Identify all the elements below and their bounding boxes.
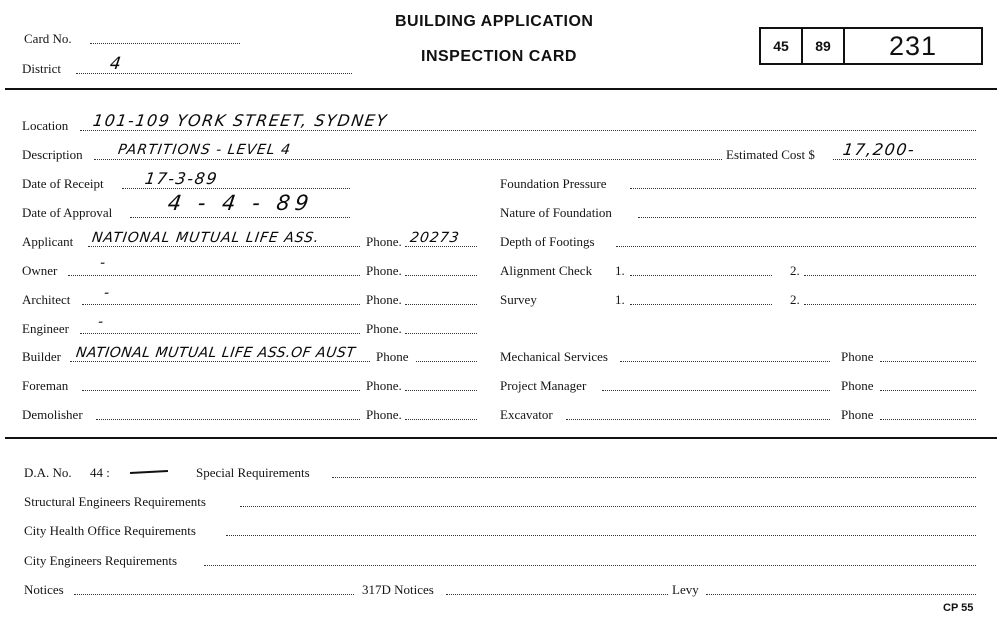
form-code: CP 55 xyxy=(943,602,974,614)
engineer-line xyxy=(80,333,360,334)
owner-label: Owner xyxy=(22,263,58,278)
architect-value: - xyxy=(102,285,112,301)
excavator-label: Excavator xyxy=(500,407,553,422)
excavator-phone-label: Phone xyxy=(841,407,874,422)
district-value: 4 xyxy=(108,54,124,74)
builder-phone-line xyxy=(416,361,477,362)
applicant-label: Applicant xyxy=(22,234,74,249)
foreman-label: Foreman xyxy=(22,378,69,393)
location-value: 101-109 YORK STREET, SYDNEY xyxy=(91,111,390,130)
date-of-approval-label: Date of Approval xyxy=(22,205,113,220)
alignment-check-opt1: 1. xyxy=(615,263,625,278)
engineer-value: - xyxy=(96,314,106,330)
demolisher-phone-line xyxy=(405,419,477,420)
estimated-cost-label: Estimated Cost $ xyxy=(726,147,815,162)
survey-opt1: 1. xyxy=(615,292,625,307)
architect-phone-label: Phone. xyxy=(366,292,402,307)
title-line-1: BUILDING APPLICATION xyxy=(395,13,594,30)
survey-line-1 xyxy=(630,304,772,305)
owner-phone-label: Phone. xyxy=(366,263,402,278)
excavator-line xyxy=(566,419,830,420)
top-divider xyxy=(5,88,997,90)
foundation-pressure-line xyxy=(630,188,976,189)
depth-of-footings-line xyxy=(616,246,976,247)
da-no-label: D.A. No. xyxy=(24,465,72,480)
nature-of-foundation-line xyxy=(638,217,976,218)
date-of-receipt-label: Date of Receipt xyxy=(22,176,104,191)
notices-317d-label: 317D Notices xyxy=(362,582,434,597)
middle-divider xyxy=(5,437,997,439)
project-manager-phone-label: Phone xyxy=(841,378,874,393)
city-health-requirements-line xyxy=(226,535,976,536)
special-requirements-line xyxy=(332,477,976,478)
levy-line xyxy=(706,594,976,595)
builder-phone-label: Phone xyxy=(376,349,409,364)
location-label: Location xyxy=(22,118,69,133)
mechanical-services-line xyxy=(620,361,830,362)
architect-phone-line xyxy=(405,304,477,305)
architect-label: Architect xyxy=(22,292,71,307)
date-of-receipt-value: 17-3-89 xyxy=(143,169,220,188)
excavator-phone-line xyxy=(880,419,976,420)
demolisher-line xyxy=(96,419,360,420)
nature-of-foundation-label: Nature of Foundation xyxy=(500,205,612,220)
card-no-line xyxy=(90,43,240,44)
card-no-label: Card No. xyxy=(24,31,72,46)
owner-phone-line xyxy=(405,275,477,276)
project-manager-line xyxy=(602,390,830,391)
project-manager-phone-line xyxy=(880,390,976,391)
date-of-receipt-line xyxy=(122,188,350,189)
engineer-phone-label: Phone. xyxy=(366,321,402,336)
city-engineers-requirements-label: City Engineers Requirements xyxy=(24,553,178,568)
city-health-requirements-label: City Health Office Requirements xyxy=(24,523,196,538)
survey-label: Survey xyxy=(500,292,537,307)
foreman-phone-label: Phone. xyxy=(366,378,402,393)
estimated-cost-value: 17,200- xyxy=(841,140,917,159)
owner-line xyxy=(68,275,360,276)
alignment-check-opt2: 2. xyxy=(790,263,800,278)
date-of-approval-value: 4 - 4 - 89 xyxy=(166,191,315,215)
foundation-pressure-label: Foundation Pressure xyxy=(500,176,607,191)
demolisher-phone-label: Phone. xyxy=(366,407,402,422)
owner-value: - xyxy=(98,255,108,271)
depth-of-footings-label: Depth of Footings xyxy=(500,234,595,249)
mechanical-services-phone-line xyxy=(880,361,976,362)
mechanical-services-label: Mechanical Services xyxy=(500,349,608,364)
builder-label: Builder xyxy=(22,349,61,364)
architect-line xyxy=(82,304,360,305)
structural-requirements-line xyxy=(240,506,976,507)
da-no-dash xyxy=(130,470,168,474)
alignment-check-line-2 xyxy=(804,275,976,276)
survey-opt2: 2. xyxy=(790,292,800,307)
demolisher-label: Demolisher xyxy=(22,407,83,422)
location-line xyxy=(80,130,976,131)
description-line xyxy=(94,159,722,160)
ref-box-number: 231 xyxy=(843,27,983,65)
alignment-check-line-1 xyxy=(630,275,772,276)
notices-label: Notices xyxy=(24,582,64,597)
description-value: PARTITIONS - LEVEL 4 xyxy=(116,142,293,158)
applicant-phone-value: 20273 xyxy=(408,230,461,246)
notices-line xyxy=(74,594,354,595)
description-label: Description xyxy=(22,147,83,162)
date-of-approval-line xyxy=(130,217,350,218)
builder-value: NATIONAL MUTUAL LIFE ASS.OF AUST xyxy=(74,345,357,361)
city-engineers-requirements-line xyxy=(204,565,976,566)
notices-317d-line xyxy=(446,594,668,595)
survey-line-2 xyxy=(804,304,976,305)
project-manager-label: Project Manager xyxy=(500,378,587,393)
title-line-2: INSPECTION CARD xyxy=(421,48,577,65)
foreman-line xyxy=(82,390,360,391)
ref-box-a: 45 xyxy=(759,27,803,65)
engineer-label: Engineer xyxy=(22,321,69,336)
da-no-value: 44 : xyxy=(90,465,110,480)
foreman-phone-line xyxy=(405,390,477,391)
levy-label: Levy xyxy=(672,582,699,597)
mechanical-services-phone-label: Phone xyxy=(841,349,874,364)
applicant-value: NATIONAL MUTUAL LIFE ASS. xyxy=(90,230,321,246)
estimated-cost-line xyxy=(833,159,976,160)
ref-box-b: 89 xyxy=(801,27,845,65)
structural-requirements-label: Structural Engineers Requirements xyxy=(24,494,206,509)
special-requirements-label: Special Requirements xyxy=(196,465,310,480)
alignment-check-label: Alignment Check xyxy=(500,263,593,278)
district-label: District xyxy=(22,61,61,76)
applicant-phone-label: Phone. xyxy=(366,234,402,249)
engineer-phone-line xyxy=(405,333,477,334)
